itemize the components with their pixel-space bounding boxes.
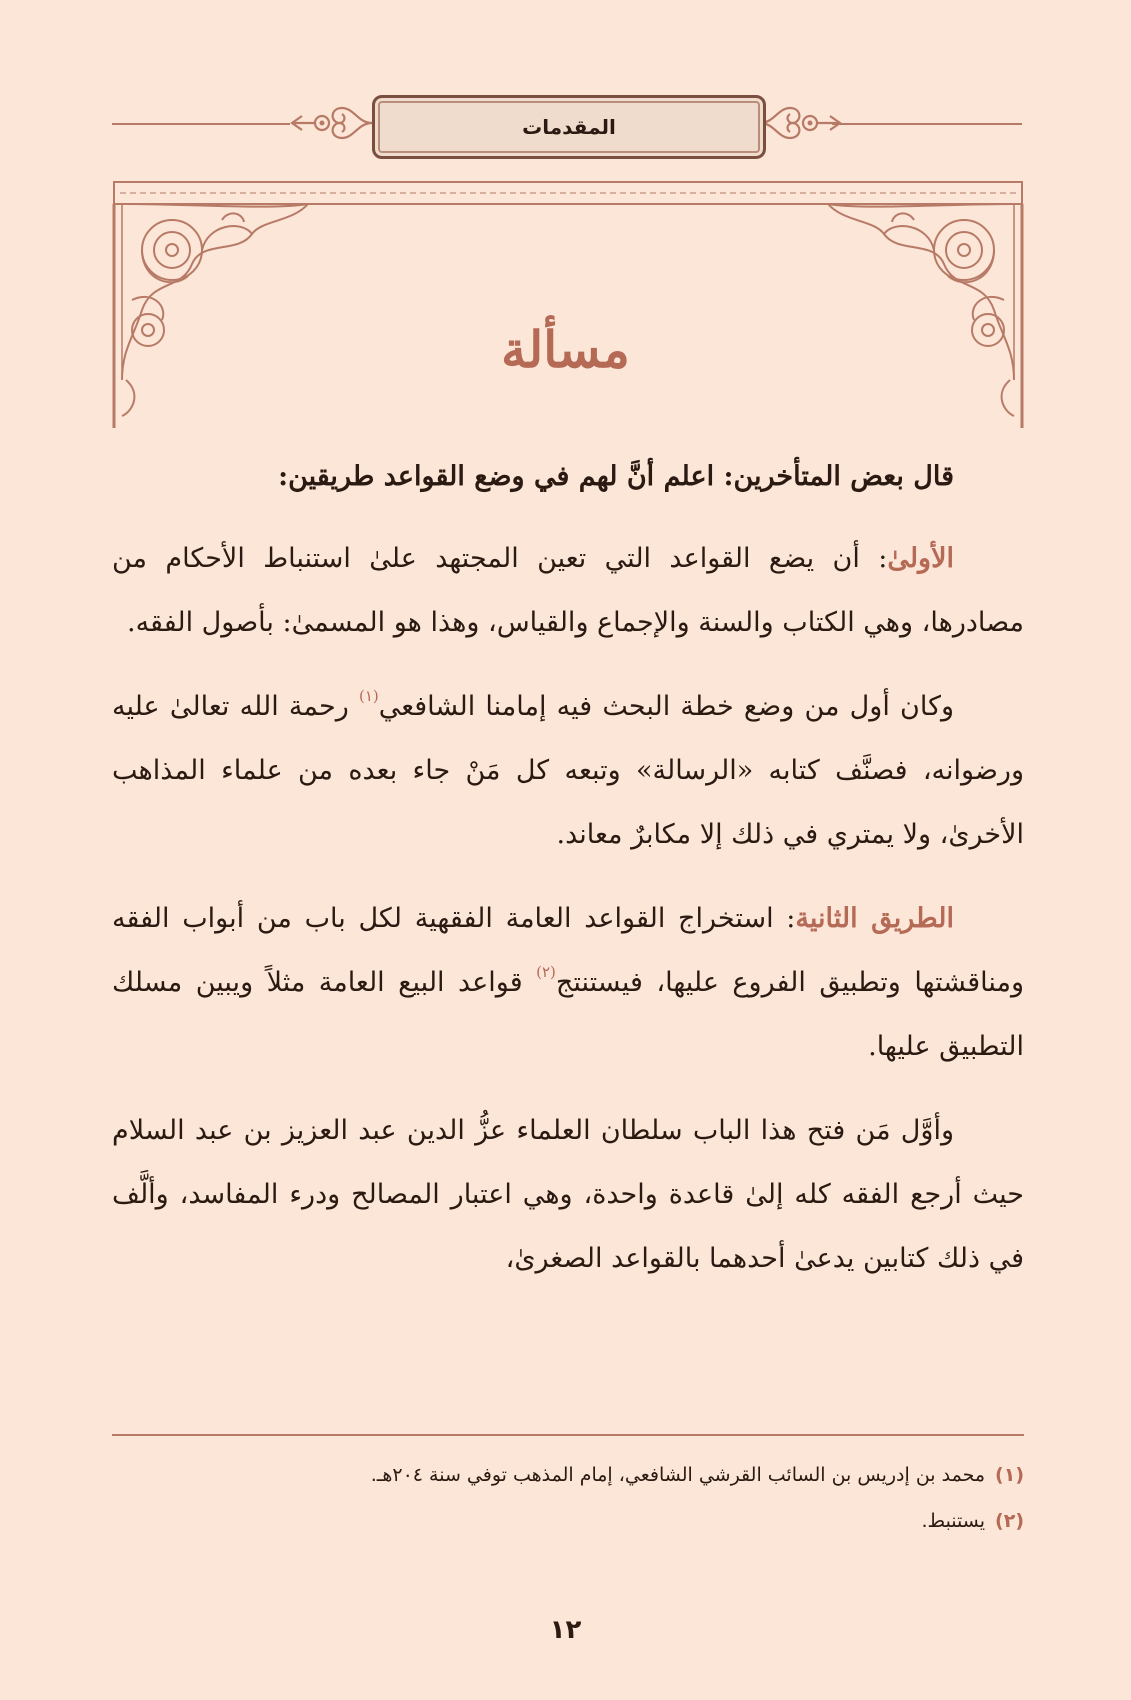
section-title: مسألة	[501, 320, 630, 379]
title-frame-ornament-icon	[112, 180, 1024, 430]
header-rule-left	[112, 123, 290, 125]
lead-term-first: الأولىٰ	[887, 543, 954, 574]
paragraph-izz-al-din	[112, 1099, 1024, 1291]
header-rule-right	[832, 123, 1022, 125]
paragraph-first-method-text: : أن يضع القواعد التي تعين المجتهد علىٰ استنباط الأحكام من مصادرها، وهي الكتاب والسنة والإجماع والقياس، وهذا هو المسمىٰ: بأصول الفقه.	[112, 543, 1024, 638]
paragraph-second-method	[112, 887, 1024, 1079]
body-text	[112, 445, 1024, 1311]
paragraph-shafii	[112, 675, 1024, 867]
intro-paragraph: قال بعض المتأخرين: اعلم أنَّ لهم في وضع القواعد طريقين:	[278, 461, 954, 492]
footnote-divider	[112, 1434, 1024, 1436]
paragraph-second-method-text-b: قواعد البيع العامة مثلاً ويبين مسلك التطبيق عليها.	[112, 967, 1024, 1062]
footnote-1-text: محمد بن إدريس بن السائب القرشي الشافعي، إمام المذهب توفي سنة ٢٠٤هـ.	[370, 1464, 986, 1486]
footnote-2-number: (٢)	[995, 1510, 1024, 1532]
footnote-2-text: يستنبط.	[921, 1510, 986, 1532]
paragraph-shafii-text-a: وكان أول من وضع خطة البحث فيه إمامنا الشافعي	[378, 691, 954, 722]
running-header-title: المقدمات	[522, 115, 616, 139]
lead-term-second: الطريق الثانية	[795, 903, 954, 934]
footnote-1-number: (١)	[995, 1464, 1024, 1486]
footnote-1	[112, 1452, 1024, 1498]
footnote-ref-2[interactable]: (٢)	[536, 963, 556, 981]
footnote-ref-1[interactable]: (١)	[358, 687, 379, 705]
header-ornament-left-icon	[288, 100, 372, 146]
paragraph-second-method-text-a: : استخراج القواعد العامة الفقهية لكل باب من أبواب الفقه ومناقشتها وتطبيق الفروع عليها، فيستنتج	[112, 903, 1025, 998]
footnotes	[112, 1452, 1024, 1544]
page-number: ١٢	[549, 1615, 582, 1645]
header-ornament-right-icon	[760, 100, 844, 146]
paragraph-shafii-text-b: رحمة الله تعالىٰ عليه ورضوانه، فصنَّف كتابه «الرسالة» وتبعه كل مَنْ جاء بعده من علماء المذاهب الأخرىٰ، ولا يمتري في ذلك إلا مكابرٌ معاند.	[112, 691, 1024, 850]
running-header	[372, 95, 766, 159]
paragraph-first-method	[112, 527, 1024, 655]
paragraph-izz-al-din-text: وأوَّل مَن فتح هذا الباب سلطان العلماء عزُّ الدين عبد العزيز بن عبد السلام حيث أرجع الفقه كله إلىٰ قاعدة واحدة، وهي اعتبار المصالح ودرء المفاسد، وألَّف في ذلك كتابين يدعىٰ أحدهما بالقواعد الصغرىٰ،	[112, 1115, 1024, 1274]
footnote-2	[112, 1498, 1024, 1544]
